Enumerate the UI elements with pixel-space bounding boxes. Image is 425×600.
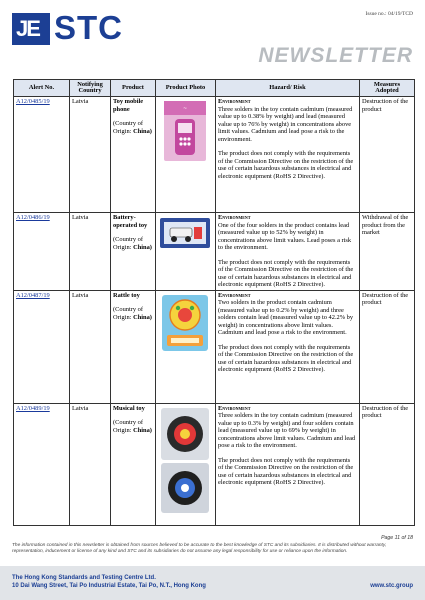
table-row [14, 213, 415, 291]
alert-number-link[interactable]: A12/0485/19 [14, 97, 70, 213]
issue-number: Issue no.: 04/19/TCD [365, 11, 413, 17]
hazard-cell [216, 97, 360, 213]
alert-number-link[interactable]: A12/0489/19 [14, 403, 70, 525]
logo-mark-text: JE [16, 16, 39, 41]
page-number: Page 11 of 18 [381, 535, 413, 541]
product-cell [111, 403, 156, 525]
product-cell [111, 213, 156, 291]
country-of-origin [113, 419, 153, 434]
product-photo [158, 99, 212, 163]
notifying-country: Latvia [70, 213, 111, 291]
notifying-country: Latvia [70, 403, 111, 525]
product-photo-cell [156, 403, 216, 525]
product-photo-cell [156, 97, 216, 213]
product-photo-cell [156, 290, 216, 403]
hazard-title: Environment [218, 291, 251, 299]
notifying-country: Latvia [70, 290, 111, 403]
hazard-compliance: The product does not comply with the requirements of the Commission Directive on the restriction of the use of certain hazardous substances in electrical and electronic equipment (RoHS 2 Directive). [218, 150, 354, 180]
hazard-cell [216, 403, 360, 525]
country-of-origin [113, 306, 153, 321]
product-photo-cell [156, 213, 216, 291]
product-name: Musical toy [113, 404, 145, 412]
header-product-photo: Product Photo [156, 80, 216, 97]
product-name: Battery-operated toy [113, 214, 148, 229]
product-name: Toy mobile phone [113, 98, 144, 113]
origin-label: (Country of Origin: [113, 120, 143, 135]
hazard-description: Two solders in the product contain cadmium (measured value up to 0.2% by weight) and three solders contain lead (measured value up to 42.2% by weight) in concentrations above limit values. Cadmium and lead pose a risk to the environment. [218, 299, 354, 336]
table-row [14, 403, 415, 525]
disclaimer-text: The information contained in this newsletter is obtained from sources believed to be accurate to the best knowledge of STC and its subsidiaries. It is distributed without warranty, representation, inducement or license of any kind and STC and its subsidiaries do not assume any legal responsibility for use or reliance upon the information. [12, 543, 387, 554]
logo-mark [12, 13, 50, 45]
origin-value: China) [133, 127, 152, 135]
origin-label: (Country of Origin: [113, 236, 143, 251]
measures-adopted: Destruction of the product [360, 97, 415, 213]
origin-value: China) [133, 313, 152, 321]
measures-adopted: Withdrawal of the product from the market [360, 213, 415, 291]
header-alert-no: Alert No. [14, 80, 70, 97]
hazard-description: Three solders in the toy contain cadmium (measured value up to 0.38% by weight) and lead (measured value up to 76% by weight) in concentrations above limit values. Cadmium and lead pose a risk to the environment. [218, 105, 353, 143]
hazard-title: Environment [218, 214, 251, 221]
footer-address: 10 Dai Wang Street, Tai Po Industrial Estate, Tai Po, N.T., Hong Kong [12, 583, 206, 589]
origin-value: China) [133, 426, 152, 434]
country-of-origin [113, 236, 153, 251]
alert-number-link[interactable]: A12/0487/19 [14, 290, 70, 403]
notifying-country: Latvia [70, 97, 111, 213]
measures-adopted: Destruction of the product [360, 403, 415, 525]
product-photo [158, 406, 212, 516]
origin-value: China) [133, 243, 152, 251]
logo-text: STC [54, 9, 123, 46]
header-measures-adopted: Measures Adopted [360, 80, 415, 97]
header-notifying-country: Notifying Country [70, 80, 111, 97]
stc-logo [12, 9, 138, 46]
country-of-origin [113, 120, 153, 135]
product-cell [111, 97, 156, 213]
hazard-cell [216, 213, 360, 291]
hazard-description: One of the four solders in the product contains lead (measured value up to 52% by weight) in concentrations above limit values. Lead poses a risk to the environment. [218, 221, 352, 251]
origin-label: (Country of Origin: [113, 306, 143, 321]
footer-website-link[interactable]: www.stc.group [370, 583, 413, 589]
hazard-description: Three solders in the toy contain cadmium (measured value up to 0.3% by weight) and four solders contain lead (measured value up to 69% by weight) in concentrations above limit values. Cadmium and lead pose a risk to the environment. [218, 412, 356, 449]
hazard-cell [216, 290, 360, 403]
alerts-table [13, 79, 415, 526]
table-row [14, 290, 415, 403]
alert-number-link[interactable]: A12/0486/19 [14, 213, 70, 291]
hazard-title: Environment [218, 98, 251, 105]
table-header-row [14, 80, 415, 97]
table-row [14, 97, 415, 213]
measures-adopted: Destruction of the product [360, 290, 415, 403]
hazard-compliance: The product does not comply with the requirements of the Commission Directive on the restriction of the use of certain hazardous substances in electrical and electronic equipment (RoHS 2 Directive). [218, 343, 354, 373]
origin-label: (Country of Origin: [113, 419, 143, 434]
newsletter-title: NEWSLETTER [258, 44, 413, 67]
product-photo [158, 293, 212, 353]
svg-text:~: ~ [183, 106, 187, 112]
header-hazard-risk: Hazard/ Risk [216, 80, 360, 97]
product-name: Rattle toy [113, 291, 140, 299]
footer-company-name: The Hong Kong Standards and Testing Centre Ltd. [12, 575, 156, 581]
product-cell [111, 290, 156, 403]
hazard-compliance: The product does not comply with the requirements of the Commission Directive on the restriction of the use of certain hazardous substances in electrical and electronic equipment (RoHS 2 Directive). [218, 258, 354, 288]
hazard-title: Environment [218, 404, 251, 412]
hazard-compliance: The product does not comply with the requirements of the Commission Directive on the restriction of the use of certain hazardous substances in electrical and electronic equipment (RoHS 2 Directive). [218, 456, 354, 486]
header-product: Product [111, 80, 156, 97]
product-photo [158, 215, 212, 251]
